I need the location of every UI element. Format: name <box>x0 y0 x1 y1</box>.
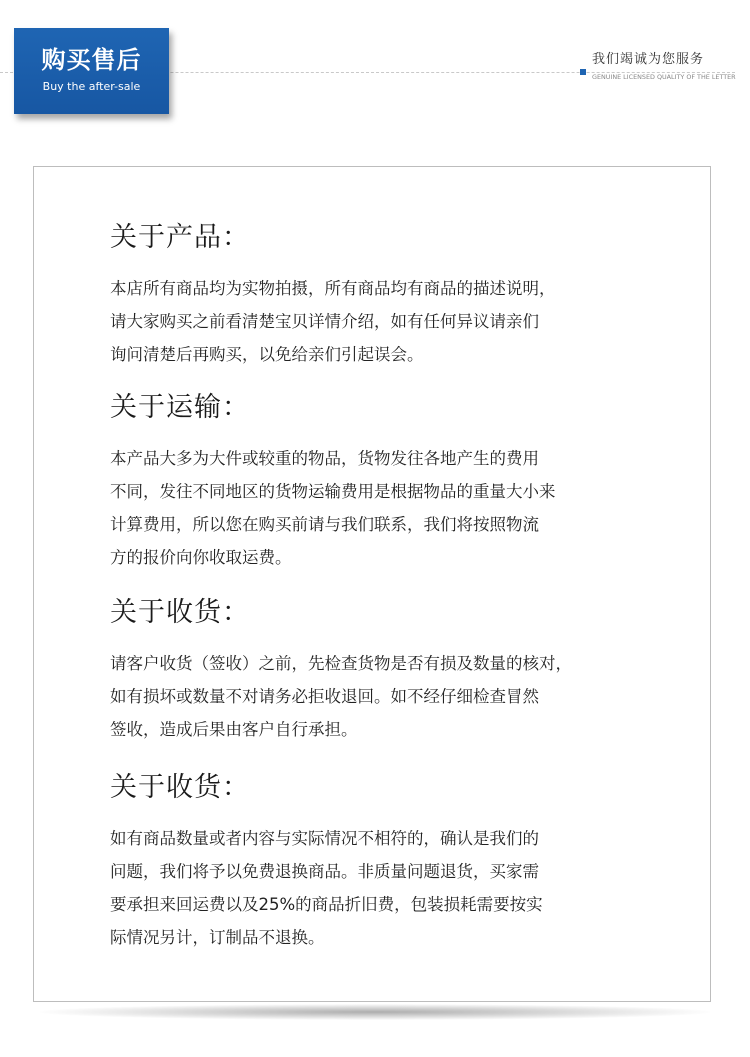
slogan-square-icon <box>580 69 586 75</box>
section-body <box>110 647 670 746</box>
body-line: 如有商品数量或者内容与实际情况不相符的，确认是我们的 <box>110 829 539 848</box>
section-product <box>110 221 670 371</box>
body-line: 不同，发往不同地区的货物运输费用是根据物品的重量大小来 <box>110 482 556 501</box>
body-line: 如有损坏或数量不对请务必拒收退回。如不经仔细检查冒然 <box>110 687 539 706</box>
body-line: 询问清楚后再购买，以免给亲们引起误会。 <box>110 345 424 364</box>
body-line: 本店所有商品均为实物拍摄，所有商品均有商品的描述说明， <box>110 279 556 298</box>
body-line: 请客户收货（签收）之前，先检查货物是否有损及数量的核对， <box>110 654 572 673</box>
body-line: 方的报价向你收取运费。 <box>110 548 292 567</box>
section-heading: 关于收货： <box>110 772 250 803</box>
badge-title: 购买售后 <box>41 46 142 74</box>
service-slogan: 我们竭诚为您服务 <box>592 52 705 67</box>
body-line: 请大家购买之前看清楚宝贝详情介绍，如有任何异议请亲们 <box>110 312 539 331</box>
body-line: 际情况另计，订制品不退换。 <box>110 928 325 947</box>
body-line: 本产品大多为大件或较重的物品，货物发往各地产生的费用 <box>110 449 539 468</box>
body-line: 问题，我们将予以免费退换商品。非质量问题退货，买家需 <box>110 862 539 881</box>
section-shipping <box>110 391 670 574</box>
section-body <box>110 822 670 954</box>
section-heading: 关于运输： <box>110 392 250 423</box>
policy-content-box <box>33 166 711 1002</box>
body-line: 签收，造成后果由客户自行承担。 <box>110 720 358 739</box>
section-heading: 关于收货： <box>110 597 250 628</box>
box-bottom-shadow <box>40 1004 710 1020</box>
section-returns <box>110 771 670 954</box>
service-slogan-subtitle: GENUINE LICENSED QUALITY OF THE LETTER <box>592 73 736 81</box>
section-receipt <box>110 596 670 746</box>
section-body <box>110 272 670 371</box>
badge-subtitle: Buy the after-sale <box>42 80 141 93</box>
body-line: 计算费用，所以您在购买前请与我们联系，我们将按照物流 <box>110 515 539 534</box>
body-line: 要承担来回运费以及25%的商品折旧费，包装损耗需要按实 <box>110 895 543 914</box>
section-heading: 关于产品： <box>110 222 250 253</box>
after-sale-badge <box>14 28 169 114</box>
section-body <box>110 442 670 574</box>
